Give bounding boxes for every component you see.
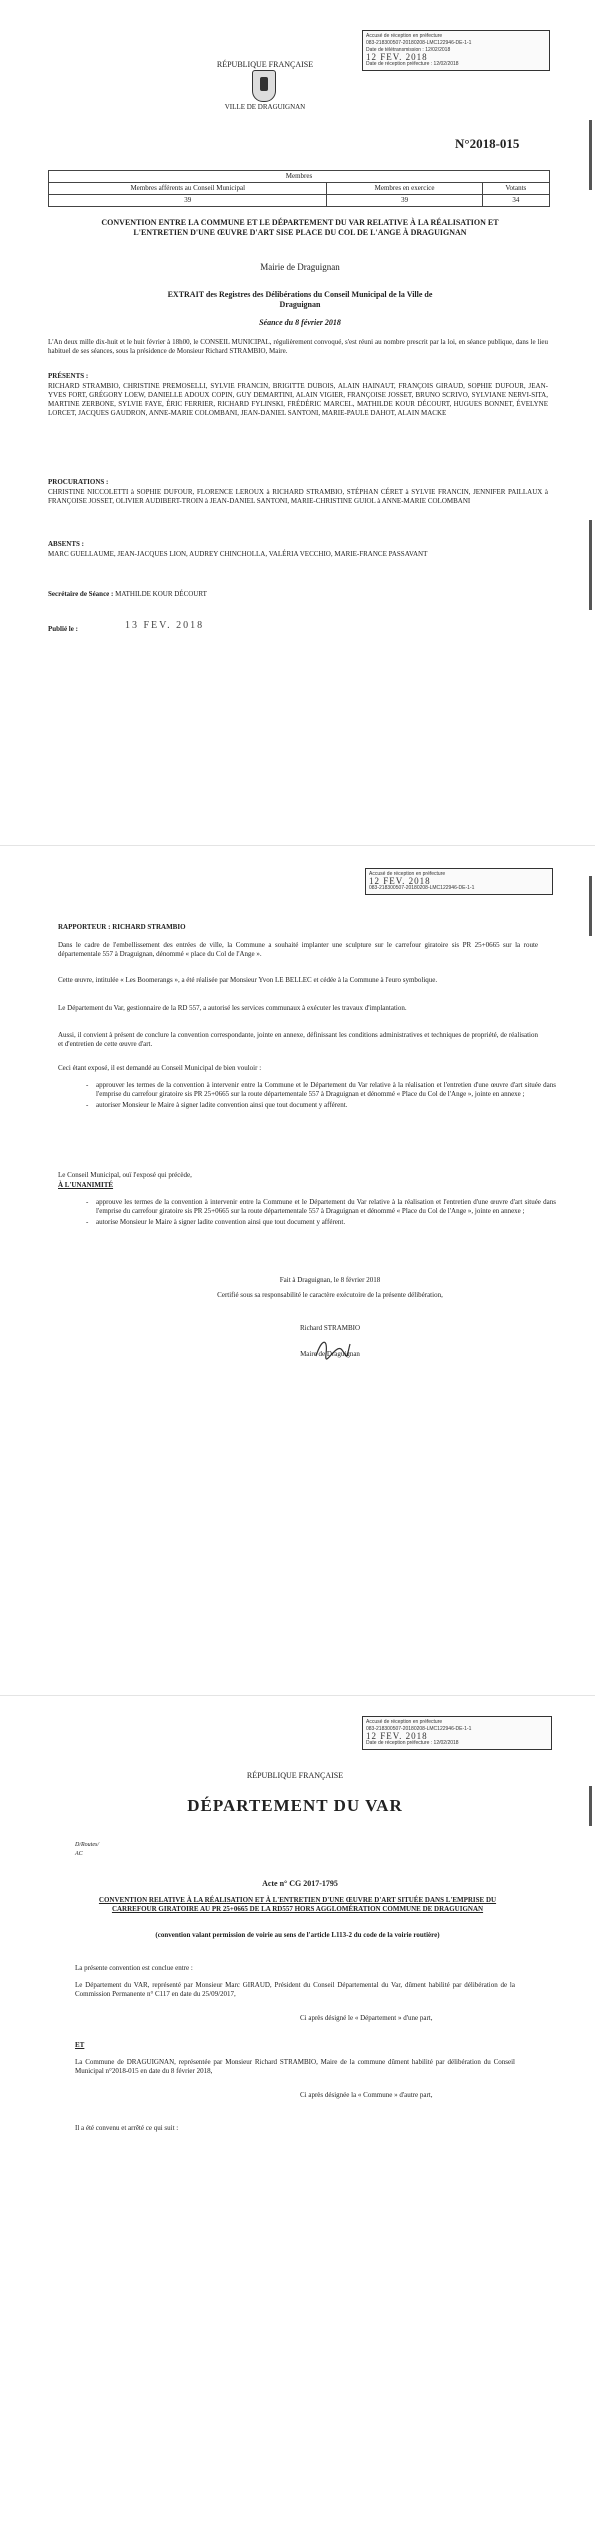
members-header: Membres (49, 171, 550, 183)
stamp-line: Accusé de réception en préfecture (366, 1719, 443, 1725)
party-commune-designation: Ci après désignée la « Commune » d'autre part, (300, 2091, 433, 2099)
page-1 (0, 0, 595, 845)
party-commune: La Commune de DRAGUIGNAN, représentée par Monsieur Richard STRAMBIO, Maire de la commune dûment habilité par délibération du Conseil Municipal n°2018-015 en date du 8 février 2018, (75, 2058, 515, 2075)
stamp-line: 083-218300507-20180208-LMC122946-DE-1-1 (369, 885, 475, 891)
secretaire-name: MATHILDE KOUR DÉCOURT (115, 590, 207, 598)
convention-subtitle: (convention valant permission de voirie au sens de l'article L113-2 du code de la voirie routière) (155, 1931, 440, 1939)
list-item: - approuve les termes de la convention à intervenir entre la Commune et le Département du Var relative à la réalisation et l'entretien d'une œuvre d'art située dans l'emprise du carrefour giratoire sis PR 25+0665 sur la route départementale 557 à Draguignan et dénommé « Place du Col de l'Ange », jointe en annexe ; (96, 1198, 556, 1216)
party-departement: Le Département du VAR, représenté par Monsieur Marc GIRAUD, Président du Conseil Départemental du Var, dûment habilité par délibération de la Commission Permanente n° C117 en date du 25/09/2017, (75, 1981, 515, 1998)
presents-label: PRÉSENTS : (48, 372, 89, 380)
decision-list (80, 1198, 556, 1229)
stamp-date: 12 FEV. 2018 (369, 876, 431, 886)
stamp-line: Date de télétransmission : 12/02/2018 (366, 47, 451, 53)
procurations-label: PROCURATIONS : (48, 478, 109, 486)
reference-initials: AC (75, 1851, 83, 1857)
absents-label: ABSENTS : (48, 540, 84, 548)
departement-heading: DÉPARTEMENT DU VAR (187, 1796, 403, 1815)
members-col-exercice: Membres en exercice (327, 183, 482, 195)
members-value-afferents: 39 (49, 195, 327, 207)
convenu-line: Il a été convenu et arrêté ce qui suit : (75, 2124, 179, 2132)
city-crest-icon (252, 70, 276, 102)
rapporteur: RAPPORTEUR : RICHARD STRAMBIO (58, 923, 186, 931)
stamp-line: Accusé de réception en préfecture (366, 33, 443, 39)
margin-mark (589, 520, 592, 610)
prefecture-stamp (362, 30, 550, 71)
signer-title: Maire de Draguignan (300, 1350, 360, 1358)
presents-list: RICHARD STRAMBIO, CHRISTINE PREMOSELLI, SYLVIE FRANCIN, BRIGITTE DUBOIS, ALAIN HAINAUT, FRANÇOIS GIRAUD, SOPHIE DUFOUR, JEAN-YVES FORT, GRÉGORY LOEW, DANIELLE ADOUX COPIN, GUY DEMARTINI, ALAIN VIGIER, FRANÇOISE JOSSET, BRUNO SCRIVO, SYLVIANE NERVI-SITA, MARTINE ZERBONE, SYLVIE FAYE, ÉRIC FERRIER, RICHARD FYLINSKI, FRÉDÉRIC MARCEL, MATHILDE KOUR DÉCOURT, HUGUES BONNET, ÉVELYNE LORCET, JACQUES GAUDRON, ANNE-MARIE COLOMBANI, JEAN-DANIEL SANTONI, MARIE-PAULE DAHOT, ALAIN MACKE (48, 382, 548, 417)
publie-label: Publié le : (48, 625, 78, 633)
margin-mark (589, 1786, 592, 1826)
republique-heading: RÉPUBLIQUE FRANÇAISE (246, 1771, 344, 1780)
extrait-heading: EXTRAIT des Registres des Délibérations du Conseil Municipal de la Ville de Draguignan (167, 290, 433, 309)
conclue-line: La présente convention est conclue entre : (75, 1964, 193, 1972)
signer-name: Richard STRAMBIO (299, 1324, 361, 1332)
members-col-votants: Votants (482, 183, 549, 195)
absents-list: MARC GUELLAUME, JEAN-JACQUES LION, AUDREY CHINCHOLLA, VALÉRIA VECCHIO, MARIE-FRANCE PASSAVANT (48, 550, 428, 558)
mairie-heading: Mairie de Draguignan (260, 262, 340, 272)
paragraph: Cette œuvre, intitulée « Les Boomerangs », a été réalisée par Monsieur Yvon LE BELLEC et cédée à la Commune à l'euro symbolique. (58, 976, 438, 984)
certifie-line: Certifié sous sa responsabilité le caractère exécutoire de la présente délibération, (217, 1291, 443, 1299)
stamp-date: 12 FEV. 2018 (366, 1731, 428, 1741)
seance-date: Séance du 8 février 2018 (259, 318, 341, 327)
unanimite-line: À L'UNANIMITÉ (58, 1181, 114, 1189)
prefecture-stamp (362, 1716, 552, 1750)
stamp-date: 12 FEV. 2018 (366, 52, 428, 62)
page-2 (0, 845, 595, 1696)
deliberation-number: N°2018-015 (455, 136, 520, 151)
proposal-list (80, 1081, 556, 1112)
prefecture-stamp (365, 868, 553, 895)
party-departement-designation: Ci après désigné le « Département » d'une part, (300, 2014, 433, 2022)
members-table (48, 170, 550, 207)
paragraph: Le Département du Var, gestionnaire de la RD 557, a autorisé les services communaux à exécuter les travaux d'implantation. (58, 1004, 407, 1012)
stamp-line: Date de réception préfecture : 12/02/2018 (366, 61, 459, 67)
convention-title: CONVENTION RELATIVE À LA RÉALISATION ET À L'ENTRETIEN D'UNE ŒUVRE D'ART SITUÉE DANS L'EMPRISE DU CARREFOUR GIRATOIRE AU PR 25+0665 DE LA RD557 HORS AGGLOMÉRATION COMMUNE DE DRAGUIGNAN (98, 1896, 497, 1913)
procurations-list: CHRISTINE NICCOLETTI à SOPHIE DUFOUR, FLORENCE LEROUX à RICHARD STRAMBIO, STÉPHAN CÉRET à SYLVIE FRANCIN, JENNIFER PAILLAUX à FRANÇOISE JOSSET, OLIVIER AUDIBERT-TROIN à JEAN-DANIEL SANTONI, MARIE-CHRISTINE GUIOL à ANNE-MARIE COLOMBANI (48, 488, 548, 505)
members-value-votants: 34 (482, 195, 549, 207)
publie-stamp: 13 FEV. 2018 (125, 620, 205, 631)
paragraph: Ceci étant exposé, il est demandé au Conseil Municipal de bien vouloir : (58, 1064, 262, 1072)
reference-service: D/Routes/ (75, 1842, 99, 1848)
republique-heading: RÉPUBLIQUE FRANÇAISE (216, 60, 314, 69)
members-value-exercice: 39 (327, 195, 482, 207)
secretaire-row (48, 590, 207, 599)
paragraph: Dans le cadre de l'embellissement des entrées de ville, la Commune a souhaité implanter une sculpture sur le carrefour giratoire sis PR 25+0665 sur la route départementale 557 à Draguignan, dénommé « place du Col de l'Ange ». (58, 941, 538, 958)
acte-number: Acte n° CG 2017-1795 (262, 1879, 338, 1888)
fait-line: Fait à Draguignan, le 8 février 2018 (279, 1276, 381, 1284)
stamp-line: 083-218300507-20180208-LMC122946-DE-1-1 (366, 40, 472, 46)
list-item: - autoriser Monsieur le Maire à signer ladite convention ainsi que tout document y afférent. (96, 1101, 556, 1110)
stamp-line: 083-218300507-20180208-LMC122946-DE-1-1 (366, 1726, 472, 1732)
list-item: - autorise Monsieur le Maire à signer ladite convention ainsi que tout document y afférent. (96, 1218, 556, 1227)
seance-intro: L'An deux mille dix-huit et le huit février à 18h00, le CONSEIL MUNICIPAL, régulièrement convoqué, s'est réuni au nombre prescrit par la loi, en séance publique, dans le lieu habituel de ses séances, sous la présidence de Monsieur Richard STRAMBIO, Maire. (48, 338, 548, 355)
stamp-line: Date de réception préfecture : 12/02/2018 (366, 1740, 459, 1746)
margin-mark (589, 120, 592, 190)
page-3 (0, 1695, 595, 2537)
ville-heading: VILLE DE DRAGUIGNAN (224, 103, 306, 111)
margin-mark (589, 876, 592, 936)
members-col-afferents: Membres afférents au Conseil Municipal (49, 183, 327, 195)
list-item: - approuver les termes de la convention à intervenir entre la Commune et le Département du Var relative à la réalisation et l'entretien d'une œuvre d'art située dans l'emprise du carrefour giratoire sis PR 25+0665 sur la route départementale 557 à Draguignan et dénommé « Place du Col de l'Ange », jointe en annexe ; (96, 1081, 556, 1099)
convention-title: CONVENTION ENTRE LA COMMUNE ET LE DÉPARTEMENT DU VAR RELATIVE À LA RÉALISATION ET L'ENTRETIEN D'UNE ŒUVRE D'ART SISE PLACE DU COL DE L'ANGE À DRAGUIGNAN (101, 218, 499, 237)
conseil-line: Le Conseil Municipal, ouï l'exposé qui précède, (58, 1171, 192, 1179)
et-line: ET (75, 2041, 85, 2049)
paragraph: Aussi, il convient à présent de conclure la convention correspondante, jointe en annexe, définissant les conditions administratives et techniques de propriété, de réalisation et d'entretien de cette œuvre d'art. (58, 1031, 538, 1048)
stamp-line: Accusé de réception en préfecture (369, 871, 446, 877)
secretaire-label: Secrétaire de Séance : (48, 590, 114, 598)
